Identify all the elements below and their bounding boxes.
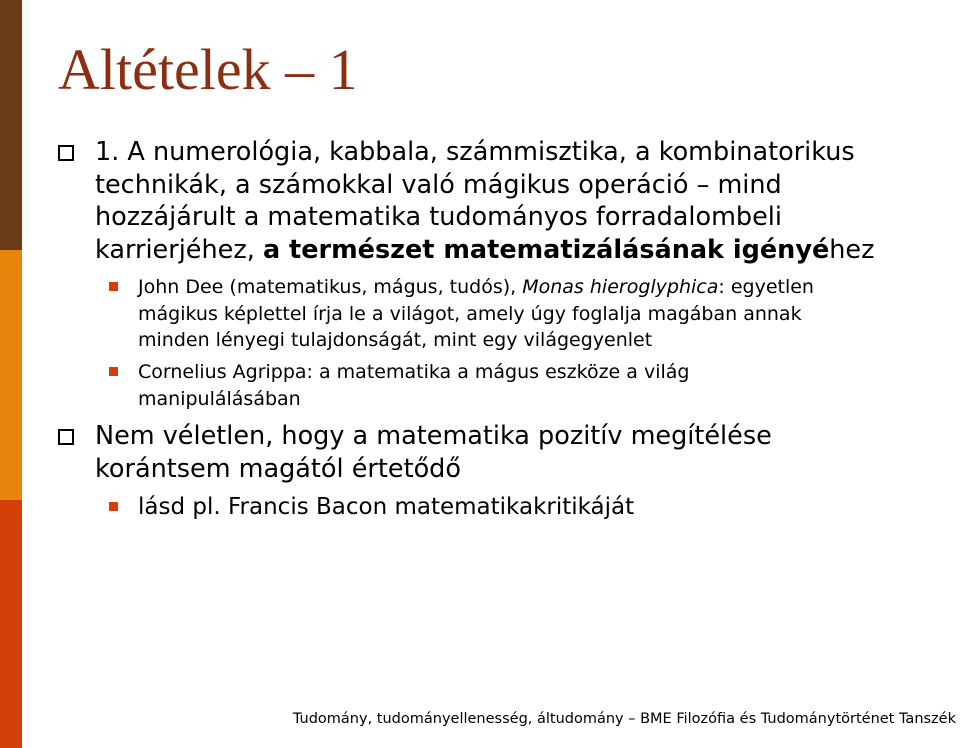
left-stripe-top bbox=[0, 0, 22, 250]
bullet-1-emphasis: a természet matematizálásának igényé bbox=[262, 234, 830, 265]
book-title: Monas hieroglyphica bbox=[522, 276, 719, 298]
sub-bullet-1-1-line-2: mágikus képlettel írja le a világot, amely úgy foglalja magában annak bbox=[138, 302, 802, 325]
bullet-2-line-2: korántsem magától értetődő bbox=[95, 453, 461, 484]
sub-bullet-2-1-line-1: lásd pl. Francis Bacon matematikakritikáját bbox=[138, 494, 635, 520]
filled-square-bullet-icon bbox=[109, 367, 118, 376]
bullet-1 bbox=[95, 136, 945, 266]
bullet-2 bbox=[95, 420, 945, 485]
sub-bullet-1-2-line-2: manipulálásában bbox=[138, 387, 301, 410]
sub-bullet-1-2 bbox=[138, 359, 938, 412]
left-stripe-middle bbox=[0, 250, 22, 500]
slide-footer: Tudomány, tudományellenesség, áltudomány – BME Filozófia és Tudománytörténet Tanszék bbox=[292, 711, 956, 727]
filled-square-bullet-icon bbox=[109, 282, 118, 291]
bullet-2-line-1: Nem véletlen, hogy a matematika pozitív megítélése bbox=[95, 421, 772, 451]
bullet-1-line-4 bbox=[95, 234, 945, 267]
hollow-square-bullet-icon bbox=[58, 145, 74, 161]
sub-bullet-1-1 bbox=[138, 274, 938, 354]
filled-square-bullet-icon bbox=[109, 502, 118, 511]
hollow-square-bullet-icon bbox=[58, 429, 74, 445]
bullet-1-line-4-suffix: hez bbox=[829, 234, 875, 265]
slide-title: Altételek – 1 bbox=[58, 37, 358, 102]
sub-bullet-1-1-line-1-prefix: John Dee (matematikus, mágus, tudós), bbox=[138, 276, 523, 298]
bullet-1-line-3: hozzájárult a matematika tudományos forradalombeli bbox=[95, 202, 782, 232]
bullet-1-line-1: 1. A numerológia, kabbala, számmisztika, a kombinatorikus bbox=[95, 137, 855, 167]
sub-bullet-1-1-line-1-suffix: : egyetlen bbox=[718, 276, 814, 298]
sub-bullet-1-1-line-1 bbox=[138, 274, 938, 301]
sub-bullet-2-1 bbox=[138, 492, 938, 522]
sub-bullet-1-1-line-3: minden lényegi tulajdonságát, mint egy világegyenlet bbox=[138, 329, 653, 351]
bullet-1-line-2: technikák, a számokkal való mágikus operáció – mind bbox=[95, 169, 782, 200]
left-stripe-bottom bbox=[0, 500, 22, 748]
bullet-1-line-4-prefix: karrierjéhez, bbox=[95, 234, 263, 265]
sub-bullet-1-2-line-1: Cornelius Agrippa: a matematika a mágus eszköze a világ bbox=[138, 361, 690, 383]
